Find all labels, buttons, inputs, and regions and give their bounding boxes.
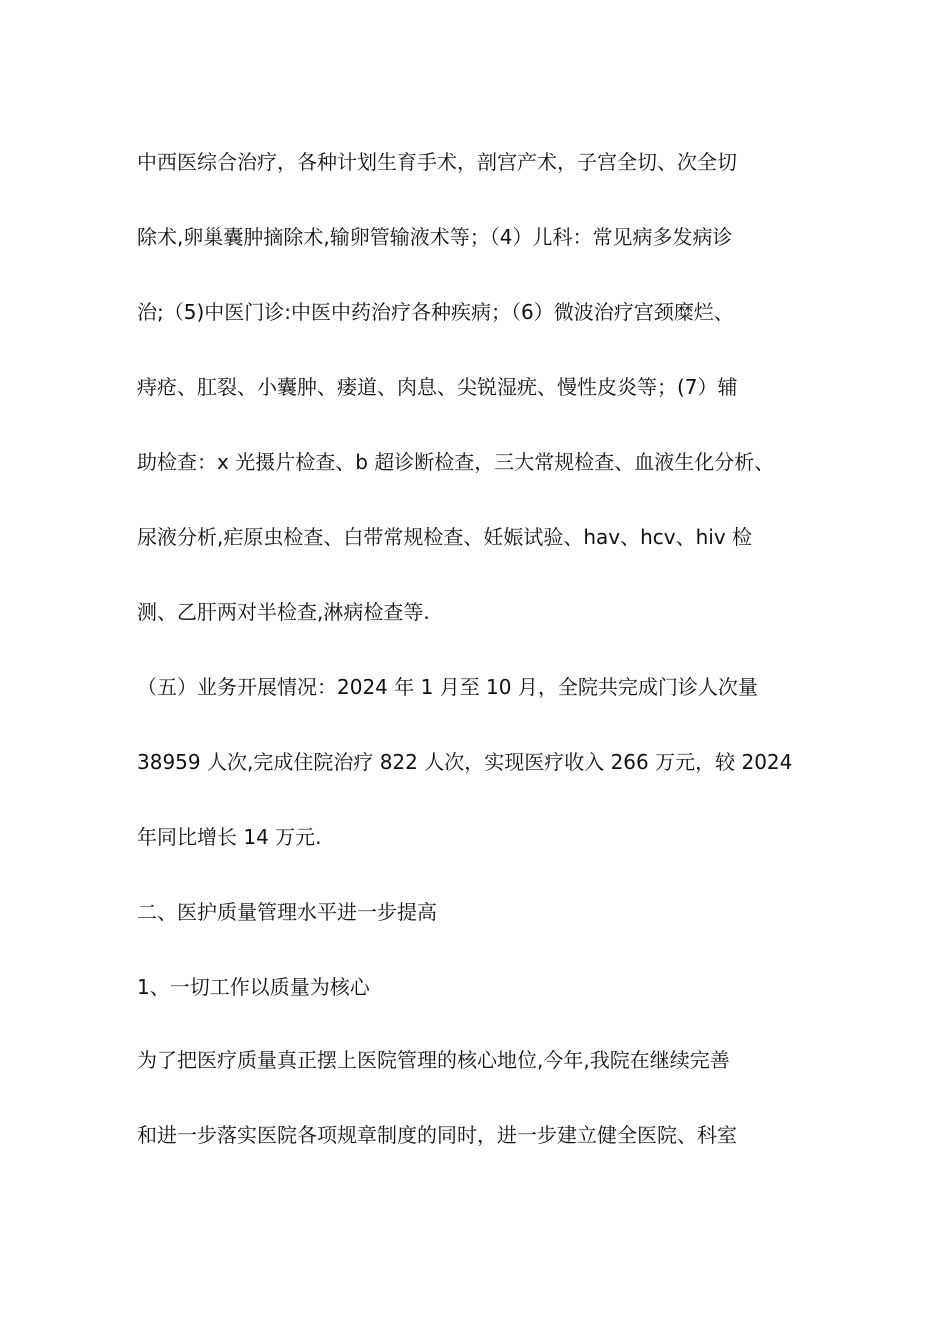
- text-line-6: 尿液分析,疟原虫检查、白带常规检查、妊娠试验、hav、hcv、hiv 检: [137, 525, 753, 549]
- text-line-13: 为了把医疗质量真正摆上医院管理的核心地位,今年,我院在继续完善: [137, 1048, 730, 1072]
- text-line-1: 中西医综合治疗，各种计划生育手术，剖宫产术，子宫全切、次全切: [137, 150, 737, 174]
- text-line-8: （五）业务开展情况：2024 年 1 月至 10 月，全院共完成门诊人次量: [137, 675, 758, 699]
- text-line-7: 测、乙肝两对半检查,淋病检查等.: [137, 600, 430, 624]
- section-heading: 二、医护质量管理水平进一步提高: [137, 900, 437, 924]
- subsection-heading: 1、一切工作以质量为核心: [137, 975, 370, 999]
- text-line-3: 治;（5)中医门诊:中医中药治疗各种疾病；（6）微波治疗宫颈糜烂、: [137, 300, 734, 324]
- text-line-4: 痔疮、肛裂、小囊肿、瘘道、肉息、尖锐湿疣、慢性皮炎等；(7）辅: [137, 375, 738, 399]
- text-line-10: 年同比增长 14 万元.: [137, 825, 322, 849]
- text-line-14: 和进一步落实医院各项规章制度的同时，进一步建立健全医院、科室: [137, 1123, 737, 1147]
- text-line-5: 助检查：x 光摄片检查、b 超诊断检查，三大常规检查、血液生化分析、: [137, 450, 775, 474]
- text-line-2: 除术,卵巢囊肿摘除术,输卵管输液术等；（4）儿科：常见病多发病诊: [137, 225, 733, 249]
- text-line-9: 38959 人次,完成住院治疗 822 人次，实现医疗收入 266 万元，较 2024: [137, 750, 793, 774]
